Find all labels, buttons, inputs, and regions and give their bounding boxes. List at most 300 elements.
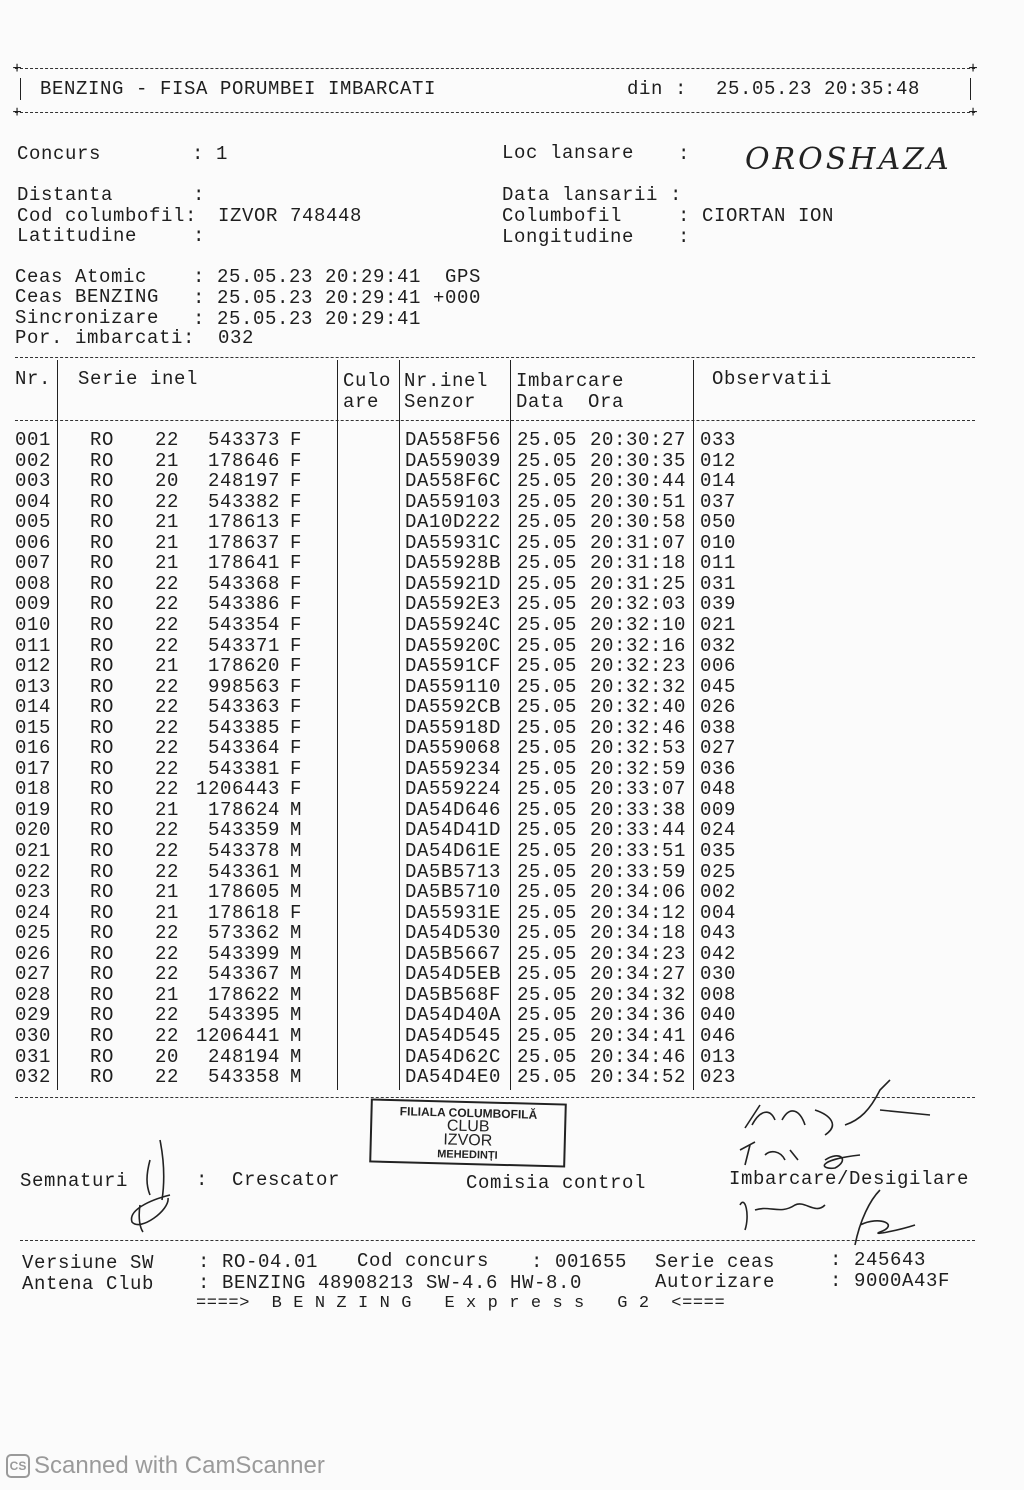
row-year: 22 <box>155 757 180 780</box>
row-date: 25.05 <box>517 655 578 678</box>
signatures-bottom-rule <box>20 1240 975 1241</box>
row-sex: M <box>290 1066 303 1089</box>
autorizare-value: : 9000A43F <box>830 1270 951 1292</box>
row-observatii: 040 <box>700 1004 737 1027</box>
col-divider <box>510 360 511 1090</box>
row-sensor: DA558F56 <box>405 429 502 451</box>
cod-concurs-value: : 001655 <box>531 1251 628 1273</box>
row-time: 20:34:36 <box>590 1004 687 1027</box>
row-date: 25.05 <box>517 737 578 760</box>
row-country: RO <box>90 696 115 719</box>
row-year: 22 <box>155 696 180 719</box>
row-ring-number: 178646 <box>207 449 280 472</box>
row-sensor: DA55931E <box>405 901 502 924</box>
signature-tirlui <box>745 1080 930 1135</box>
header-nr-inel: Nr.inel <box>404 370 489 392</box>
row-year: 21 <box>155 983 180 1006</box>
row-observatii: 043 <box>700 922 737 945</box>
row-sex: M <box>290 1045 303 1068</box>
row-time: 20:34:46 <box>590 1045 687 1068</box>
row-sensor: DA5B568F <box>405 983 502 1006</box>
row-nr: 025 <box>15 922 52 945</box>
cod-columbofil-label: Cod columbofil: <box>17 205 198 227</box>
row-year: 22 <box>155 1024 180 1047</box>
row-nr: 013 <box>15 675 52 698</box>
row-year: 22 <box>155 675 180 698</box>
por-imbarcati-label: Por. imbarcati: <box>15 327 196 349</box>
row-year: 22 <box>155 942 180 965</box>
row-date: 25.05 <box>517 572 578 595</box>
row-country: RO <box>90 1024 115 1047</box>
print-date-value: 25.05.23 20:35:48 <box>716 78 921 100</box>
row-year: 20 <box>155 470 180 493</box>
row-date: 25.05 <box>517 963 578 986</box>
row-observatii: 042 <box>700 942 737 965</box>
row-country: RO <box>90 490 115 513</box>
row-observatii: 050 <box>700 511 737 534</box>
row-sensor: DA559110 <box>405 675 502 698</box>
row-year: 22 <box>155 634 180 657</box>
row-sex: M <box>290 1004 303 1027</box>
colon: : <box>678 143 691 165</box>
row-sex: M <box>290 819 303 842</box>
row-nr: 027 <box>15 963 52 986</box>
print-date-label: din : <box>627 78 688 100</box>
latitudine-label: Latitudine <box>17 225 138 247</box>
table-top-rule <box>15 357 975 358</box>
concurs-value: : 1 <box>192 143 229 165</box>
row-nr: 003 <box>15 470 52 493</box>
row-time: 20:34:18 <box>590 922 687 945</box>
row-ring-number: 178620 <box>207 655 280 678</box>
row-country: RO <box>90 963 115 986</box>
row-ring-number: 543371 <box>207 634 280 657</box>
row-ring-number: 543361 <box>207 860 280 883</box>
row-sensor: DA559068 <box>405 737 502 760</box>
row-date: 25.05 <box>517 449 578 472</box>
row-time: 20:32:59 <box>590 757 687 780</box>
row-ring-number: 998563 <box>207 675 280 698</box>
row-sex: F <box>290 696 303 719</box>
camscanner-watermark <box>6 1452 325 1480</box>
header-right-bar <box>970 78 971 100</box>
row-country: RO <box>90 429 115 451</box>
row-observatii: 038 <box>700 716 737 739</box>
row-country: RO <box>90 983 115 1006</box>
row-ring-number: 178613 <box>207 511 280 534</box>
row-observatii: 012 <box>700 449 737 472</box>
row-country: RO <box>90 572 115 595</box>
semnaturi-label: Semnaturi <box>20 1170 129 1192</box>
row-ring-number: 248197 <box>207 470 280 493</box>
row-observatii: 009 <box>700 798 737 821</box>
row-country: RO <box>90 634 115 657</box>
row-year: 22 <box>155 1066 180 1089</box>
row-sex: F <box>290 757 303 780</box>
row-year: 21 <box>155 798 180 821</box>
row-time: 20:34:23 <box>590 942 687 965</box>
row-date: 25.05 <box>517 778 578 801</box>
row-date: 25.05 <box>517 470 578 493</box>
corner: + <box>968 60 978 78</box>
row-nr: 010 <box>15 613 52 636</box>
row-observatii: 011 <box>700 552 737 575</box>
row-date: 25.05 <box>517 696 578 719</box>
row-time: 20:32:46 <box>590 716 687 739</box>
header-culoare-2: are <box>343 391 380 413</box>
benzing-express-banner: ====> B E N Z I N G E x p r e s s G 2 <==== <box>196 1294 726 1313</box>
row-sex: M <box>290 983 303 1006</box>
header-ora: Ora <box>588 391 625 413</box>
row-country: RO <box>90 470 115 493</box>
row-ring-number: 178624 <box>207 798 280 821</box>
loc-lansare-handwritten: OROSHAZA <box>745 142 952 177</box>
row-country: RO <box>90 675 115 698</box>
row-observatii: 023 <box>700 1066 737 1089</box>
row-ring-number: 543354 <box>207 613 280 636</box>
serie-ceas-value: : 245643 <box>830 1249 927 1271</box>
row-date: 25.05 <box>517 922 578 945</box>
col-divider <box>399 360 400 1090</box>
row-observatii: 010 <box>700 531 737 554</box>
document-title: BENZING - FISA PORUMBEI IMBARCATI <box>40 78 437 100</box>
row-sex: M <box>290 1024 303 1047</box>
row-sex: F <box>290 737 303 760</box>
longitudine-value: : <box>678 226 691 248</box>
crescator-label: Crescator <box>232 1169 341 1191</box>
row-nr: 011 <box>15 634 52 657</box>
data-lansarii-label: Data lansarii : <box>502 184 683 206</box>
row-observatii: 033 <box>700 429 737 451</box>
comisia-control-label: Comisia control <box>466 1172 647 1194</box>
row-date: 25.05 <box>517 429 578 451</box>
col-divider <box>337 360 338 1090</box>
row-sex: F <box>290 531 303 554</box>
row-date: 25.05 <box>517 757 578 780</box>
watermark-text: Scanned with CamScanner <box>34 1452 325 1479</box>
row-date: 25.05 <box>517 798 578 821</box>
row-date: 25.05 <box>517 675 578 698</box>
row-country: RO <box>90 942 115 965</box>
row-sex: F <box>290 778 303 801</box>
row-nr: 030 <box>15 1024 52 1047</box>
row-time: 20:31:18 <box>590 552 687 575</box>
row-year: 22 <box>155 593 180 616</box>
row-year: 22 <box>155 840 180 862</box>
concurs-label: Concurs <box>17 143 102 165</box>
imbarcare-desigilare-label: Imbarcare/Desigilare <box>729 1168 970 1190</box>
row-observatii: 013 <box>700 1045 737 1068</box>
row-time: 20:32:03 <box>590 593 687 616</box>
serie-ceas-label: Serie ceas <box>655 1251 776 1273</box>
row-observatii: 008 <box>700 983 737 1006</box>
row-year: 21 <box>155 901 180 924</box>
stamp-line: FILIALA COLUMBOFILĂ <box>399 1104 538 1122</box>
row-sensor: DA54D4E0 <box>405 1066 502 1089</box>
row-sex: F <box>290 449 303 472</box>
row-ring-number: 543381 <box>207 757 280 780</box>
row-nr: 016 <box>15 737 52 760</box>
row-country: RO <box>90 1045 115 1068</box>
row-time: 20:34:06 <box>590 881 687 904</box>
row-country: RO <box>90 716 115 739</box>
distanta-label: Distanta <box>17 184 114 206</box>
col-divider <box>57 360 58 1090</box>
row-sensor: DA55920C <box>405 634 502 657</box>
row-time: 20:34:12 <box>590 901 687 924</box>
row-sex: F <box>290 675 303 698</box>
row-ring-number: 178637 <box>207 531 280 554</box>
row-sensor: DA55928B <box>405 552 502 575</box>
row-ring-number: 543395 <box>207 1004 280 1027</box>
row-sex: F <box>290 655 303 678</box>
row-country: RO <box>90 901 115 924</box>
row-observatii: 035 <box>700 840 737 862</box>
row-ring-number: 543385 <box>207 716 280 739</box>
por-imbarcati-value: 032 <box>218 327 255 349</box>
row-sensor: DA54D61E <box>405 840 502 862</box>
corner: + <box>12 104 22 122</box>
row-year: 22 <box>155 613 180 636</box>
row-date: 25.05 <box>517 490 578 513</box>
row-country: RO <box>90 1066 115 1089</box>
row-ring-number: 543368 <box>207 572 280 595</box>
header-bottom-rule <box>15 112 975 113</box>
row-year: 21 <box>155 511 180 534</box>
row-time: 20:33:51 <box>590 840 687 862</box>
row-ring-number: 543363 <box>207 696 280 719</box>
row-observatii: 014 <box>700 470 737 493</box>
row-time: 20:30:51 <box>590 490 687 513</box>
distanta-value: : <box>193 184 206 206</box>
antena-club-label: Antena Club <box>22 1273 155 1295</box>
loc-lansare-label: Loc lansare <box>502 142 635 164</box>
row-country: RO <box>90 593 115 616</box>
table-header-rule <box>15 420 975 421</box>
row-nr: 019 <box>15 798 52 821</box>
row-year: 22 <box>155 963 180 986</box>
row-sex: F <box>290 490 303 513</box>
row-year: 21 <box>155 552 180 575</box>
row-nr: 026 <box>15 942 52 965</box>
row-sensor: DA5B5667 <box>405 942 502 965</box>
row-year: 22 <box>155 860 180 883</box>
row-observatii: 036 <box>700 757 737 780</box>
row-sensor: DA54D40A <box>405 1004 502 1027</box>
row-observatii: 037 <box>700 490 737 513</box>
row-sensor: DA558F6C <box>405 470 502 493</box>
row-time: 20:32:23 <box>590 655 687 678</box>
row-year: 21 <box>155 449 180 472</box>
colon: : <box>196 1169 209 1191</box>
row-country: RO <box>90 860 115 883</box>
row-date: 25.05 <box>517 552 578 575</box>
row-sex: M <box>290 881 303 904</box>
header-observatii: Observatii <box>712 368 833 390</box>
row-country: RO <box>90 922 115 945</box>
row-sex: M <box>290 963 303 986</box>
row-time: 20:33:44 <box>590 819 687 842</box>
row-country: RO <box>90 840 115 862</box>
row-sensor: DA5592CB <box>405 696 502 719</box>
row-nr: 028 <box>15 983 52 1006</box>
row-sex: M <box>290 840 303 862</box>
row-sex: F <box>290 716 303 739</box>
row-year: 22 <box>155 922 180 945</box>
row-nr: 004 <box>15 490 52 513</box>
row-country: RO <box>90 531 115 554</box>
row-country: RO <box>90 798 115 821</box>
row-time: 20:32:16 <box>590 634 687 657</box>
row-ring-number: 543373 <box>207 429 280 451</box>
row-observatii: 025 <box>700 860 737 883</box>
row-year: 20 <box>155 1045 180 1068</box>
row-sensor: DA10D222 <box>405 511 502 534</box>
row-nr: 029 <box>15 1004 52 1027</box>
row-ring-number: 178605 <box>207 881 280 904</box>
row-sex: M <box>290 860 303 883</box>
row-ring-number: 1206441 <box>195 1024 280 1047</box>
row-country: RO <box>90 757 115 780</box>
signature-titu <box>740 1142 860 1168</box>
row-nr: 007 <box>15 552 52 575</box>
row-time: 20:32:53 <box>590 737 687 760</box>
row-sensor: DA5591CF <box>405 655 502 678</box>
row-sex: F <box>290 634 303 657</box>
row-sensor: DA54D545 <box>405 1024 502 1047</box>
row-nr: 018 <box>15 778 52 801</box>
row-time: 20:34:52 <box>590 1066 687 1089</box>
row-year: 21 <box>155 531 180 554</box>
ceas-atomic-value: : 25.05.23 20:29:41 GPS <box>193 266 482 288</box>
row-nr: 021 <box>15 840 52 862</box>
row-sex: F <box>290 593 303 616</box>
row-country: RO <box>90 737 115 760</box>
row-sensor: DA559234 <box>405 757 502 780</box>
row-ring-number: 543358 <box>207 1066 280 1089</box>
row-sensor: DA55921D <box>405 572 502 595</box>
row-nr: 001 <box>15 429 52 451</box>
row-sex: F <box>290 429 303 451</box>
row-sensor: DA5B5713 <box>405 860 502 883</box>
stamp-line: MEHEDINȚI <box>437 1148 498 1162</box>
row-sex: F <box>290 552 303 575</box>
row-date: 25.05 <box>517 511 578 534</box>
row-country: RO <box>90 819 115 842</box>
row-year: 22 <box>155 429 180 451</box>
row-country: RO <box>90 552 115 575</box>
sincronizare-value: : 25.05.23 20:29:41 <box>193 308 422 330</box>
antena-club-value: : BENZING 48908213 SW-4.6 HW-8.0 <box>198 1272 583 1294</box>
header-senzor: Senzor <box>404 391 477 413</box>
row-ring-number: 543364 <box>207 737 280 760</box>
row-country: RO <box>90 655 115 678</box>
row-ring-number: 1206443 <box>195 778 280 801</box>
row-nr: 015 <box>15 716 52 739</box>
row-sex: F <box>290 572 303 595</box>
row-date: 25.05 <box>517 593 578 616</box>
row-country: RO <box>90 613 115 636</box>
latitudine-value: : <box>193 225 206 247</box>
row-ring-number: 248194 <box>207 1045 280 1068</box>
columbofil-value: : CIORTAN ION <box>678 205 835 227</box>
ceas-benzing-label: Ceas BENZING <box>15 286 160 308</box>
row-ring-number: 543367 <box>207 963 280 986</box>
row-observatii: 045 <box>700 675 737 698</box>
header-top-rule <box>15 68 975 69</box>
row-date: 25.05 <box>517 1066 578 1089</box>
header-nr: Nr. <box>15 368 52 390</box>
row-nr: 024 <box>15 901 52 924</box>
row-nr: 023 <box>15 881 52 904</box>
row-observatii: 006 <box>700 655 737 678</box>
cod-concurs-label: Cod concurs <box>357 1250 490 1272</box>
row-sensor: DA5B5710 <box>405 881 502 904</box>
row-sensor: DA559039 <box>405 449 502 472</box>
row-sensor: DA559224 <box>405 778 502 801</box>
corner: + <box>968 104 978 122</box>
row-date: 25.05 <box>517 983 578 1006</box>
row-observatii: 027 <box>700 737 737 760</box>
row-sensor: DA54D62C <box>405 1045 502 1068</box>
row-observatii: 039 <box>700 593 737 616</box>
header-data: Data <box>516 391 565 413</box>
row-year: 22 <box>155 1004 180 1027</box>
row-date: 25.05 <box>517 531 578 554</box>
row-time: 20:30:27 <box>590 429 687 451</box>
row-date: 25.05 <box>517 1004 578 1027</box>
table-bottom-rule <box>15 1097 975 1098</box>
row-nr: 031 <box>15 1045 52 1068</box>
ceas-atomic-label: Ceas Atomic <box>15 266 148 288</box>
row-date: 25.05 <box>517 942 578 965</box>
row-country: RO <box>90 1004 115 1027</box>
row-country: RO <box>90 881 115 904</box>
row-sensor: DA55931C <box>405 531 502 554</box>
row-ring-number: 543382 <box>207 490 280 513</box>
columbofil-label: Columbofil <box>502 205 623 227</box>
row-ring-number: 543378 <box>207 840 280 862</box>
row-date: 25.05 <box>517 1045 578 1068</box>
row-time: 20:32:40 <box>590 696 687 719</box>
row-time: 20:33:38 <box>590 798 687 821</box>
row-time: 20:34:32 <box>590 983 687 1006</box>
row-date: 25.05 <box>517 716 578 739</box>
row-year: 22 <box>155 778 180 801</box>
row-country: RO <box>90 511 115 534</box>
row-observatii: 026 <box>700 696 737 719</box>
row-ring-number: 543359 <box>207 819 280 842</box>
row-nr: 009 <box>15 593 52 616</box>
row-date: 25.05 <box>517 819 578 842</box>
row-time: 20:30:44 <box>590 470 687 493</box>
versiune-sw-label: Versiune SW <box>22 1252 155 1274</box>
row-time: 20:32:32 <box>590 675 687 698</box>
row-year: 21 <box>155 655 180 678</box>
row-time: 20:34:41 <box>590 1024 687 1047</box>
row-country: RO <box>90 449 115 472</box>
row-nr: 032 <box>15 1066 52 1089</box>
header-culoare: Culo <box>343 370 392 392</box>
row-observatii: 030 <box>700 963 737 986</box>
cod-columbofil-value: IZVOR 748448 <box>218 205 363 227</box>
row-nr: 014 <box>15 696 52 719</box>
corner: + <box>12 60 22 78</box>
row-time: 20:33:07 <box>590 778 687 801</box>
signature-iarcu <box>740 1190 915 1245</box>
row-sensor: DA54D530 <box>405 922 502 945</box>
row-sex: F <box>290 511 303 534</box>
